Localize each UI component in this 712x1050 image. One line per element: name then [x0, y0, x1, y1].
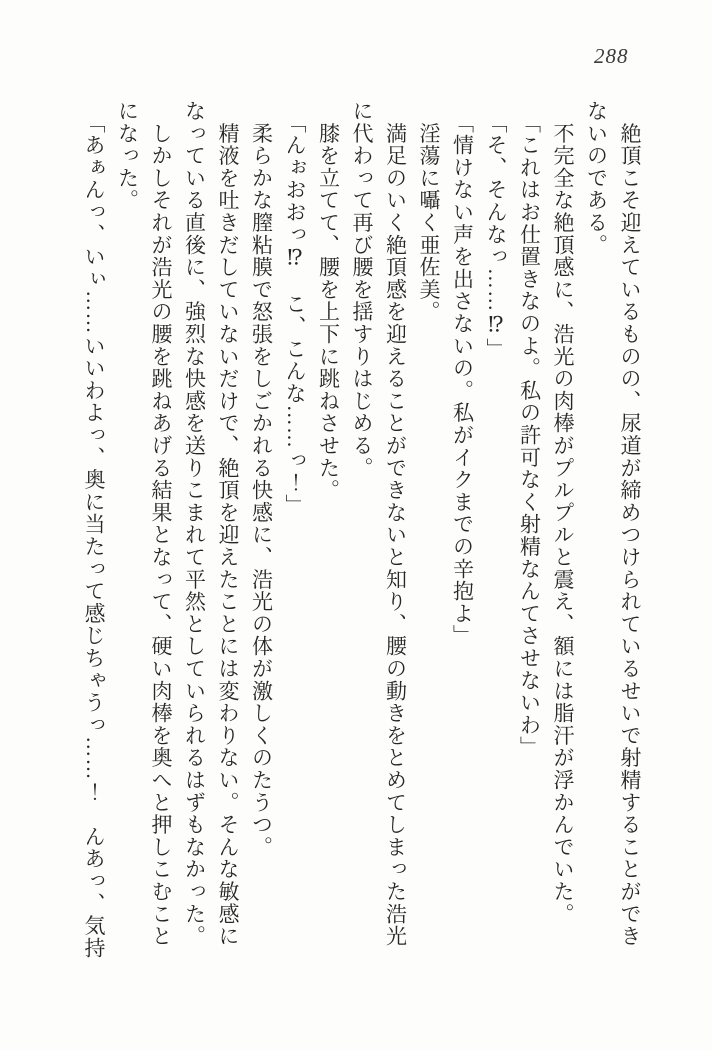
- text-line: 「んぉおおっ⁉ こ、こんな……っ！」: [283, 100, 307, 517]
- text-line: に代わって再び腰を揺すりはじめる。: [350, 100, 374, 480]
- text-line: 「そ、そんなっ……⁉」: [484, 100, 508, 361]
- text-line: 不完全な絶頂感に、浩光の肉棒がプルプルと震え、額には脂汗が浮かんでいた。: [551, 100, 575, 926]
- text-line: 精液を吐きだしていないだけで、絶頂を迎えたことには変わりない。そんな敏感に: [216, 100, 240, 948]
- text-line: 「これはお仕置きなのよ。私の許可なく射精なんてさせないわ」: [517, 100, 542, 759]
- text-line: 「情けない声を出さないの。私がイクまでの辛抱よ」: [450, 100, 475, 647]
- text-line: なっている直後に、強烈な快感を送りこまれて平然としていられるはずもなかった。: [182, 100, 207, 948]
- text-line: しかしそれが浩光の腰を跳ねあげる結果となって、硬い肉棒を奥へと押しこむこと: [149, 100, 173, 948]
- text-line: 淫蕩に囁く亜佐美。: [417, 100, 441, 323]
- text-line: 柔らかな膣粘膜で怒張をしごかれる快感に、浩光の体が激しくのたうつ。: [249, 100, 274, 859]
- text-line: になった。: [115, 100, 140, 212]
- text-line: 満足のいく絶頂感を迎えることができないと知り、腰の動きをとめてしまった浩光: [383, 100, 408, 948]
- vertical-text-block: [77, 100, 647, 970]
- text-line: 膝を立てて、腰を上下に跳ねさせた。: [316, 100, 341, 502]
- text-line: 「あぁんっ、いぃ……いいわよっ、奥に当たって感じちゃうっ……！ んあっ、気持: [82, 100, 106, 960]
- page-number: 288: [594, 44, 629, 68]
- text-line: ないのである。: [584, 100, 609, 257]
- text-line: 絶頂こそ迎えているものの、尿道が締めつけられているせいで射精することができ: [618, 100, 642, 948]
